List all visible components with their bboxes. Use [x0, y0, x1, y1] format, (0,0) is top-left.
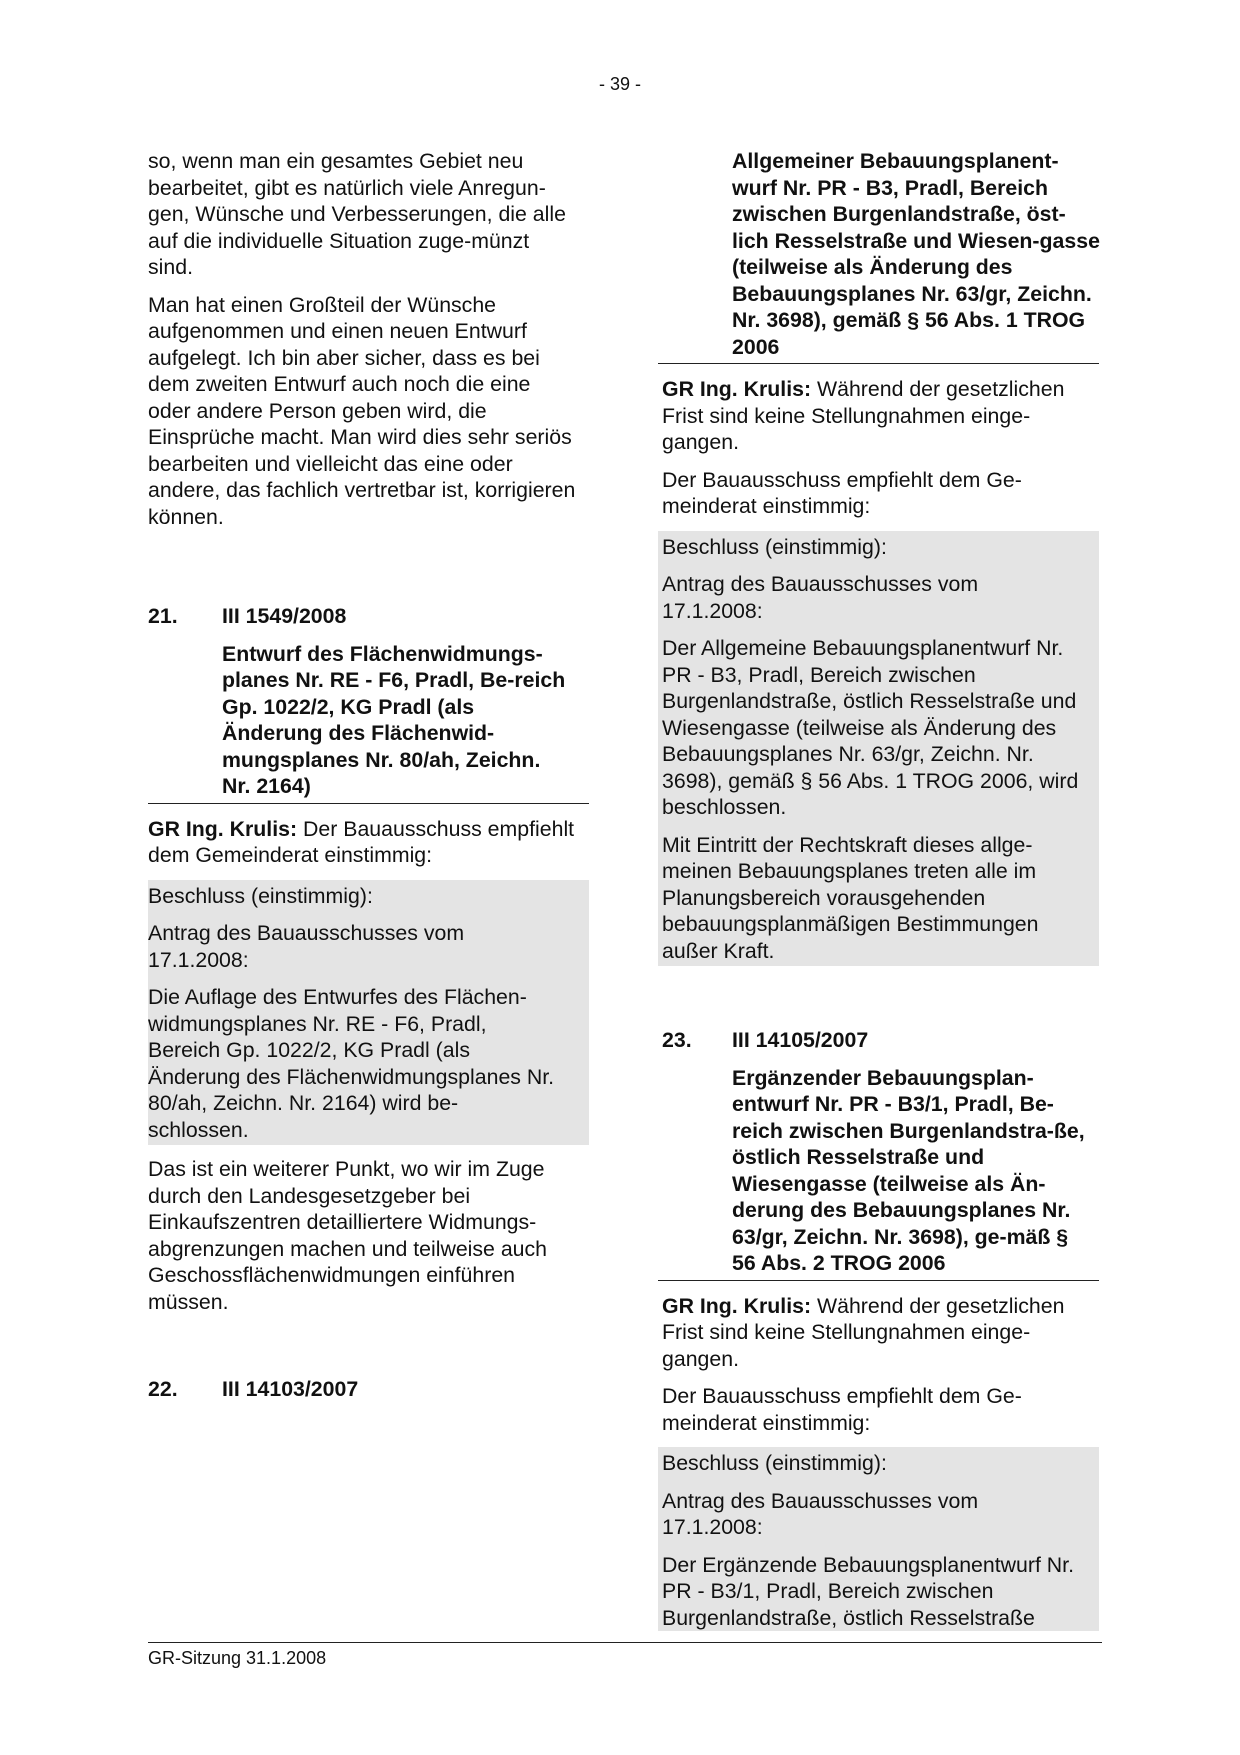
- resolution-box: [658, 1447, 1099, 1631]
- resolution-text: Die Auflage des Entwurfes des Flächen-widmungsplanes Nr. RE - F6, Pradl, Bereich Gp. 1022/2, KG Pradl (als Änderung des Flächenwidmungsplanes Nr. 80/ah, Zeichn. Nr. 2164) wird be-schlossen.: [148, 985, 555, 1142]
- agenda-item-title: Entwurf des Flächenwidmungs-planes Nr. RE - F6, Pradl, Be-reich Gp. 1022/2, KG Pradl (als Änderung des Flächenwid-mungsplanes Nr. 80/ah, Zeichn. Nr. 2164): [222, 641, 566, 798]
- paragraph: so, wenn man ein gesamtes Gebiet neu bearbeitet, gibt es natürlich viele Anregun-gen, Wünsche und Verbesserungen, die alle auf die individuelle Situation zuge-münzt sind.: [148, 149, 566, 279]
- agenda-item-reference: III 14105/2007: [732, 1028, 869, 1052]
- resolution-label: Beschluss (einstimmig):: [148, 883, 373, 908]
- motion-label: Antrag des Bauausschusses vom 17.1.2008:: [662, 1488, 979, 1539]
- resolution-text: Der Allgemeine Bebauungsplanentwurf Nr. PR - B3, Pradl, Bereich zwischen Burgenlandstraße, östlich Resselstraße und Wiesengasse (teilweise als Änderung des Bebauungsplanes Nr. 63/gr, Zeichn. Nr. 3698), gemäß § 56 Abs. 1 TROG 2006, wird beschlossen.: [662, 636, 1079, 819]
- speaker-name: GR Ing. Krulis:: [662, 1293, 812, 1318]
- speaker-paragraph: [148, 816, 589, 869]
- agenda-item-header: [658, 1027, 1099, 1054]
- motion-label: Antrag des Bauausschusses vom 17.1.2008:: [148, 921, 465, 972]
- agenda-item-number: 22.: [148, 1377, 178, 1401]
- agenda-item-reference: III 14103/2007: [222, 1377, 359, 1401]
- footer-text: GR-Sitzung 31.1.2008: [148, 1648, 327, 1668]
- speech-text: Der Bauausschuss empfiehlt dem Gemeinderat einstimmig:: [148, 816, 575, 867]
- agenda-item-header: [148, 603, 589, 630]
- agenda-item-header: [148, 1376, 589, 1403]
- speaker-name: GR Ing. Krulis:: [662, 377, 812, 401]
- speaker-paragraph: [658, 376, 1099, 456]
- agenda-item-title-block: [148, 641, 589, 804]
- speech-text: Während der gesetzlichen Frist sind keine Stellungnahmen einge-gangen.: [662, 1293, 1065, 1371]
- paragraph: Man hat einen Großteil der Wünsche aufgenommen und einen neuen Entwurf aufgelegt. Ich bin aber sicher, dass es bei dem zweiten Entwurf auch noch die eine oder andere Person geben wird, die Einsprüche macht. Man wird dies sehr seriös bearbeiten und vielleicht das eine oder andere, das fachlich vertretbar ist, korrigieren können.: [148, 292, 576, 529]
- speech-text: Während der gesetzlichen Frist sind keine Stellungnahmen einge-gangen.: [662, 377, 1065, 454]
- resolution-label: Beschluss (einstimmig):: [662, 1451, 887, 1475]
- right-column: [658, 148, 1099, 1642]
- agenda-item-reference: III 1549/2008: [222, 604, 347, 628]
- paragraph: Der Bauausschuss empfiehlt dem Ge-meinderat einstimmig:: [662, 467, 1022, 518]
- motion-label: Antrag des Bauausschusses vom 17.1.2008:: [662, 572, 979, 623]
- left-column: [148, 148, 589, 1414]
- agenda-item-title-block: [658, 1065, 1099, 1281]
- resolution-box: [658, 531, 1099, 967]
- resolution-label: Beschluss (einstimmig):: [662, 534, 887, 559]
- page-number: - 39 -: [598, 74, 641, 94]
- paragraph: Das ist ein weiterer Punkt, wo wir im Zuge durch den Landesgesetzgeber bei Einkaufszentren detailliertere Widmungs-abgrenzungen machen und teilweise auch Geschossflächenwidmungen einführen müssen.: [148, 1157, 548, 1314]
- agenda-item-title: Allgemeiner Bebauungsplanent-wurf Nr. PR - B3, Pradl, Bereich zwischen Burgenlandstraße, öst-lich Resselstraße und Wiesen-gasse (teilweise als Änderung des Bebauungsplanes Nr. 63/gr, Zeichn. Nr. 3698), gemäß § 56 Abs. 1 TROG 2006: [732, 149, 1100, 359]
- resolution-box: [148, 880, 589, 1146]
- resolution-text: Der Ergänzende Bebauungsplanentwurf Nr. PR - B3/1, Pradl, Bereich zwischen Burgenlandstraße, östlich Resselstraße: [662, 1552, 1075, 1630]
- paragraph: Der Bauausschuss empfiehlt dem Ge-meinderat einstimmig:: [662, 1384, 1022, 1435]
- agenda-item-title-block: [658, 148, 1099, 364]
- agenda-item-number: 21.: [148, 604, 178, 628]
- page-footer: [148, 1642, 1102, 1669]
- resolution-text: Mit Eintritt der Rechtskraft dieses allge-meinen Bebauungsplanes treten alle im Planungsbereich vorausgehenden bebauungsplanmäßigen Bestimmungen außer Kraft.: [662, 832, 1039, 963]
- speaker-paragraph: [658, 1293, 1099, 1373]
- speaker-name: GR Ing. Krulis:: [148, 816, 298, 841]
- agenda-item-number: 23.: [662, 1028, 692, 1052]
- agenda-item-title: Ergänzender Bebauungsplan-entwurf Nr. PR - B3/1, Pradl, Be-reich zwischen Burgenlandstra-ße, östlich Resselstraße und Wiesengasse (teilweise als Än-derung des Bebauungsplanes Nr. 63/gr, Zeichn. Nr. 3698), ge-mäß § 56 Abs. 2 TROG 2006: [732, 1065, 1085, 1275]
